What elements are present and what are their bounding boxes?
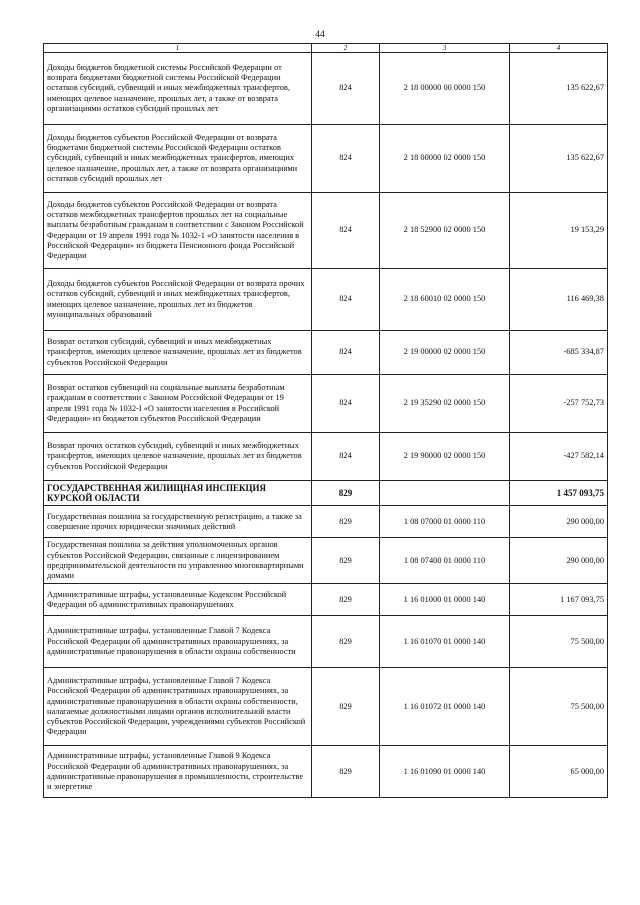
row-description: Возврат остатков субвенций на социальные выплаты безработным гражданам в соответствии с Законом Российской Федерации от 19 апреля 1991 года № 1032-I «О занятости населения в Российской Федерации» из бюджетов субъектов Российской Федерации — [44, 375, 312, 433]
table-row — [44, 331, 608, 375]
table-row — [44, 193, 608, 269]
row-kbk-code: 1 08 07000 01 0000 110 — [380, 506, 510, 538]
row-kbk-code: 2 19 35290 02 0000 150 — [380, 375, 510, 433]
row-description: Возврат остатков субсидий, субвенций и иных межбюджетных трансфертов, имеющих целевое назначение, прошлых лет из бюджетов субъектов Российской Федерации — [44, 331, 312, 375]
column-number-row — [44, 44, 608, 53]
table-row — [44, 506, 608, 538]
row-amount: -685 334,87 — [510, 331, 608, 375]
page-number: 44 — [315, 30, 325, 40]
row-kbk-code: 2 18 00000 02 0000 150 — [380, 125, 510, 193]
table-row — [44, 746, 608, 798]
row-amount: 290 000,00 — [510, 538, 608, 584]
row-amount: 65 000,00 — [510, 746, 608, 798]
row-amount: 75 500,00 — [510, 616, 608, 668]
column-number: 1 — [44, 44, 312, 53]
row-kbk-code: 2 19 90000 02 0000 150 — [380, 433, 510, 481]
row-description: Доходы бюджетов субъектов Российской Федерации от возврата бюджетами бюджетной системы Российской Федерации остатков субсидий, субвенций и иных межбюджетных трансфертов, имеющих целевое назначение, прошлых лет, а также от возврата организациями остатков субсидий прошлых лет — [44, 125, 312, 193]
row-description: ГОСУДАРСТВЕННАЯ ЖИЛИЩНАЯ ИНСПЕКЦИЯ КУРСКОЙ ОБЛАСТИ — [44, 481, 312, 506]
row-amount: -257 752,73 — [510, 375, 608, 433]
row-amount: 75 500,00 — [510, 668, 608, 746]
row-admin-code: 824 — [312, 433, 380, 481]
row-amount: 290 000,00 — [510, 506, 608, 538]
row-amount: 116 469,38 — [510, 269, 608, 331]
row-admin-code: 824 — [312, 331, 380, 375]
row-description: Административные штрафы, установленные Кодексом Российской Федерации об административных правонарушениях — [44, 584, 312, 616]
row-description: Административные штрафы, установленные Главой 7 Кодекса Российской Федерации об административных правонарушениях, за административные правонарушения в области охраны собственности — [44, 616, 312, 668]
row-amount: 1 167 093,75 — [510, 584, 608, 616]
row-admin-code: 829 — [312, 668, 380, 746]
row-description: Государственная пошлина за действия уполномоченных органов субъектов Российской Федерации, связанные с лицензированием предпринимательской деятельности по управлению многоквартирными домами — [44, 538, 312, 584]
table-body — [44, 44, 608, 798]
row-description: Административные штрафы, установленные Главой 9 Кодекса Российской Федерации об административных правонарушениях, за административные правонарушения в промышленности, строительстве и энергетике — [44, 746, 312, 798]
row-kbk-code: 2 18 00000 00 0000 150 — [380, 53, 510, 125]
table-row — [44, 433, 608, 481]
budget-revenue-table — [43, 43, 608, 798]
row-kbk-code: 2 18 52900 02 0000 150 — [380, 193, 510, 269]
row-description: Административные штрафы, установленные Главой 7 Кодекса Российской Федерации об административных правонарушениях, за административные правонарушения в области охраны собственности, налагаемые должностными лицами органов исполнительной власти субъектов Российской Федерации, учреждениями субъектов Российской Федерации — [44, 668, 312, 746]
row-kbk-code: 1 16 01070 01 0000 140 — [380, 616, 510, 668]
row-amount: 19 153,29 — [510, 193, 608, 269]
row-amount: 1 457 093,75 — [510, 481, 608, 506]
table-row — [44, 269, 608, 331]
column-number: 2 — [312, 44, 380, 53]
row-admin-code: 829 — [312, 584, 380, 616]
row-description: Доходы бюджетов субъектов Российской Федерации от возврата прочих остатков субсидий, субвенций и иных межбюджетных трансфертов, имеющих целевое назначение, прошлых лет из бюджетов муниципальных образований — [44, 269, 312, 331]
table-row — [44, 481, 608, 506]
table-row — [44, 668, 608, 746]
row-admin-code: 824 — [312, 269, 380, 331]
row-kbk-code: 1 16 01000 01 0000 140 — [380, 584, 510, 616]
row-admin-code: 824 — [312, 193, 380, 269]
row-kbk-code: 1 08 07400 01 0000 110 — [380, 538, 510, 584]
row-admin-code: 829 — [312, 746, 380, 798]
row-admin-code: 824 — [312, 53, 380, 125]
row-amount: -427 582,14 — [510, 433, 608, 481]
row-kbk-code: 2 19 00000 02 0000 150 — [380, 331, 510, 375]
row-admin-code: 829 — [312, 538, 380, 584]
table-row — [44, 584, 608, 616]
row-kbk-code: 1 16 01090 01 0000 140 — [380, 746, 510, 798]
column-number: 3 — [380, 44, 510, 53]
row-admin-code: 829 — [312, 481, 380, 506]
row-admin-code: 824 — [312, 375, 380, 433]
row-description: Государственная пошлина за государственную регистрацию, а также за совершение прочих юридически значимых действий — [44, 506, 312, 538]
table-row — [44, 53, 608, 125]
row-kbk-code: 1 16 01072 01 0000 140 — [380, 668, 510, 746]
table-row — [44, 125, 608, 193]
row-amount: 135 622,67 — [510, 53, 608, 125]
table-row — [44, 538, 608, 584]
row-kbk-code — [380, 481, 510, 506]
row-admin-code: 824 — [312, 125, 380, 193]
table-row — [44, 616, 608, 668]
row-description: Доходы бюджетов бюджетной системы Российской Федерации от возврата бюджетами бюджетной системы Российской Федерации остатков субсидий, субвенций и иных межбюджетных трансфертов, имеющих целевое назначение, прошлых лет, а также от возврата организациями остатков субсидий прошлых лет — [44, 53, 312, 125]
row-kbk-code: 2 18 60010 02 0000 150 — [380, 269, 510, 331]
row-admin-code: 829 — [312, 616, 380, 668]
row-admin-code: 829 — [312, 506, 380, 538]
row-description: Доходы бюджетов субъектов Российской Федерации от возврата остатков межбюджетных трансфертов прошлых лет на социальные выплаты безработным гражданам в соответствии с Законом Российской Федерации от 19 апреля 1991 года № 1032-1 «О занятости населения в Российской Федерации» из бюджета Пенсионного фонда Российской Федерации — [44, 193, 312, 269]
row-description: Возврат прочих остатков субсидий, субвенций и иных межбюджетных трансфертов, имеющих целевое назначение, прошлых лет из бюджетов субъектов Российской Федерации — [44, 433, 312, 481]
table-row — [44, 375, 608, 433]
column-number: 4 — [510, 44, 608, 53]
row-amount: 135 622,67 — [510, 125, 608, 193]
